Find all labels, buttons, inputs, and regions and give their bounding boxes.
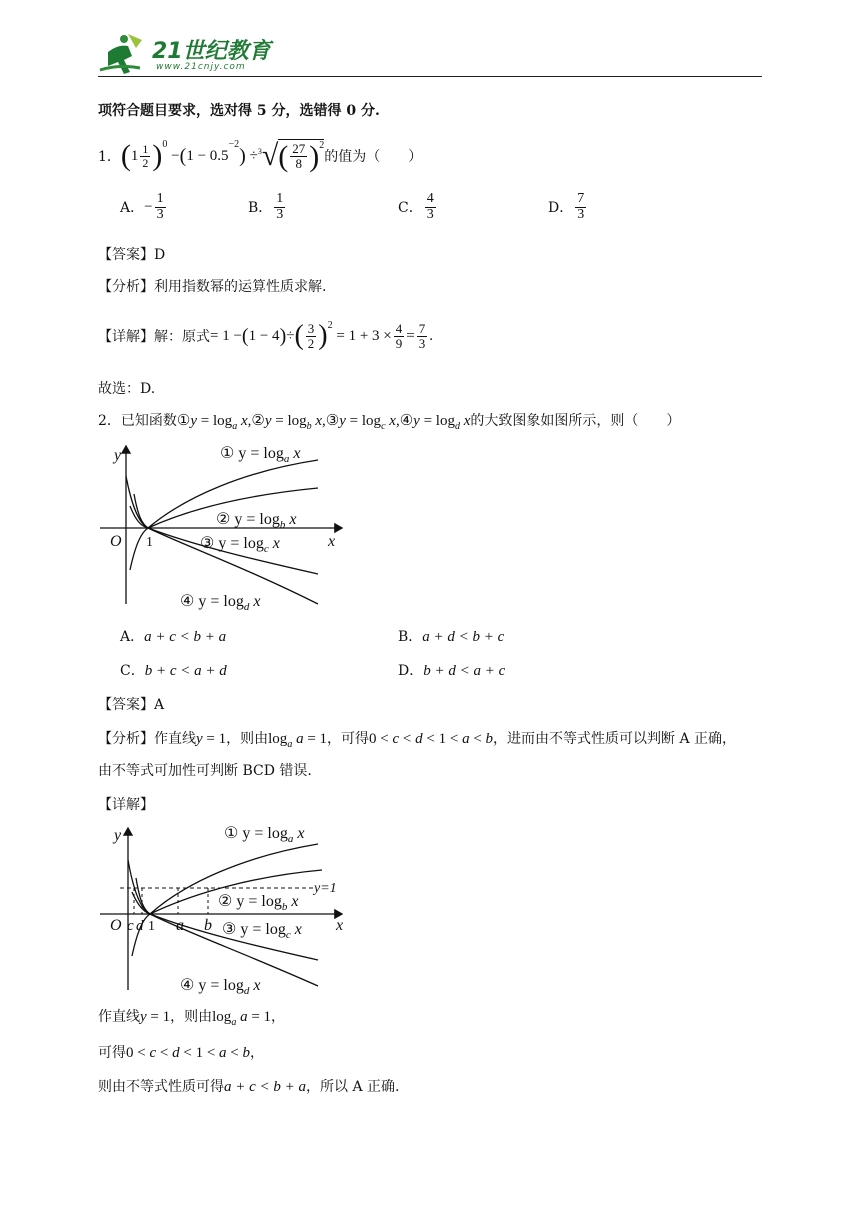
q1-analysis: 【分析】利用指数幂的运算性质求解. — [98, 279, 327, 295]
header-logo — [98, 30, 278, 78]
logo-subtitle: www.21cnjy.com — [156, 62, 246, 72]
logo-title: 21世纪教育 — [152, 39, 271, 64]
q1-options — [120, 192, 720, 232]
q2-option-b[interactable]: B．a + d < b + c — [398, 629, 505, 645]
q2-answer: 【答案】A — [98, 697, 165, 713]
q1-tail: 的值为（ ） — [324, 149, 423, 165]
curve-1-label: ① $y = \log_a x$ — [220, 445, 301, 465]
graph2-y-label: y — [114, 827, 122, 844]
q1-detail: 【详解】 解：原式 = 1 − ( 1 − 4 ) ÷ ( $\frac{3}{2}$ ) $^2$ = 1 + 3 × $\frac{4}{9}$ = $\frac{7}{3}$ . — [98, 320, 433, 351]
curve-3-label: ③ $y = \log_c x$ — [200, 535, 280, 555]
q1-stem — [98, 134, 422, 178]
q1-formula: ( 1 $\frac{1}{2}$ ) $^0$ − ( 1 − 0.5 $^{-2}$ ) ÷ $^3$ √ ( $\frac{27}{8}$ ) $^2$ — [120, 138, 325, 173]
q2-analysis-line1: 【分析】作直线y = 1，则由$\log_a a = 1$，可得0 < c < d < 1 < a < b，进而由不等式性质可以判断 A 正确， — [98, 731, 737, 750]
graph2-d-label: d — [136, 918, 144, 934]
graph-y-label: y — [114, 447, 122, 464]
graph2-origin-label: O — [110, 917, 122, 934]
curve-4-label: ④ $y = \log_d x$ — [180, 593, 261, 612]
q1-option-b[interactable]: B． $\frac{1}{3}$ — [248, 191, 284, 222]
q2-option-a[interactable]: A．a + c < b + a — [120, 629, 227, 645]
q2-option-c[interactable]: C．b + c < a + d — [120, 663, 227, 679]
q1-option-d[interactable]: D． $\frac{7}{3}$ — [548, 191, 585, 222]
header-rule — [98, 76, 762, 77]
graph2-curve-4-label: ④ $y = \log_d x$ — [180, 977, 261, 996]
curve-2-label: ② $y = \log_b x$ — [216, 511, 297, 531]
graph2-x-label: x — [336, 917, 344, 934]
q1-option-c[interactable]: C． $\frac{4}{3}$ — [398, 191, 434, 222]
q2-detail-line3: 则由不等式性质可得a + c < b + a，所以 A 正确. — [98, 1079, 400, 1095]
q1-answer: 【答案】D — [98, 247, 166, 263]
graph-origin-label: O — [110, 533, 122, 550]
graph-one-label: 1 — [146, 535, 153, 550]
section-intro: 项符合题目要求，选对得 5 分，选错得 0 分. — [98, 103, 380, 119]
runner-logo-icon — [98, 30, 158, 76]
graph2-c-label: c — [127, 918, 134, 934]
q2-detail-line1: 作直线y = 1，则由$\log_a a = 1$， — [98, 1009, 286, 1028]
graph2-curve-2-label: ② $y = \log_b x$ — [218, 893, 299, 913]
q2-detail-label: 【详解】 — [98, 797, 154, 813]
q1-number: 1． — [98, 149, 121, 165]
graph2-y1-label: y=1 — [314, 881, 337, 896]
graph2-one-label: 1 — [148, 919, 155, 934]
q2-option-d[interactable]: D．b + d < a + c — [398, 663, 506, 679]
graph2-b-label: b — [204, 917, 212, 934]
q2-analysis-line2: 由不等式可加性可判断 BCD 错误. — [98, 763, 312, 779]
graph-x-label: x — [328, 533, 336, 550]
graph2-a-label: a — [176, 917, 184, 934]
graph2-curve-3-label: ③ $y = \log_c x$ — [222, 921, 302, 941]
q2-graph — [96, 436, 356, 612]
q2-detail-line2: 可得0 < c < d < 1 < a < b， — [98, 1045, 264, 1061]
q1-conclusion: 故选：D. — [98, 381, 156, 397]
q2-detail-graph — [96, 820, 356, 996]
graph2-curve-1-label: ① $y = \log_a x$ — [224, 825, 305, 845]
q2-stem: 2．已知函数①y = $\log_a$ x,②y = $\log_b$ x,③y = $\log_c$ x,④y = $\log_d x$的大致图象如图所示，则（ ） — [98, 413, 681, 432]
q1-option-a[interactable]: A． − $\frac{1}{3}$ — [120, 191, 164, 222]
